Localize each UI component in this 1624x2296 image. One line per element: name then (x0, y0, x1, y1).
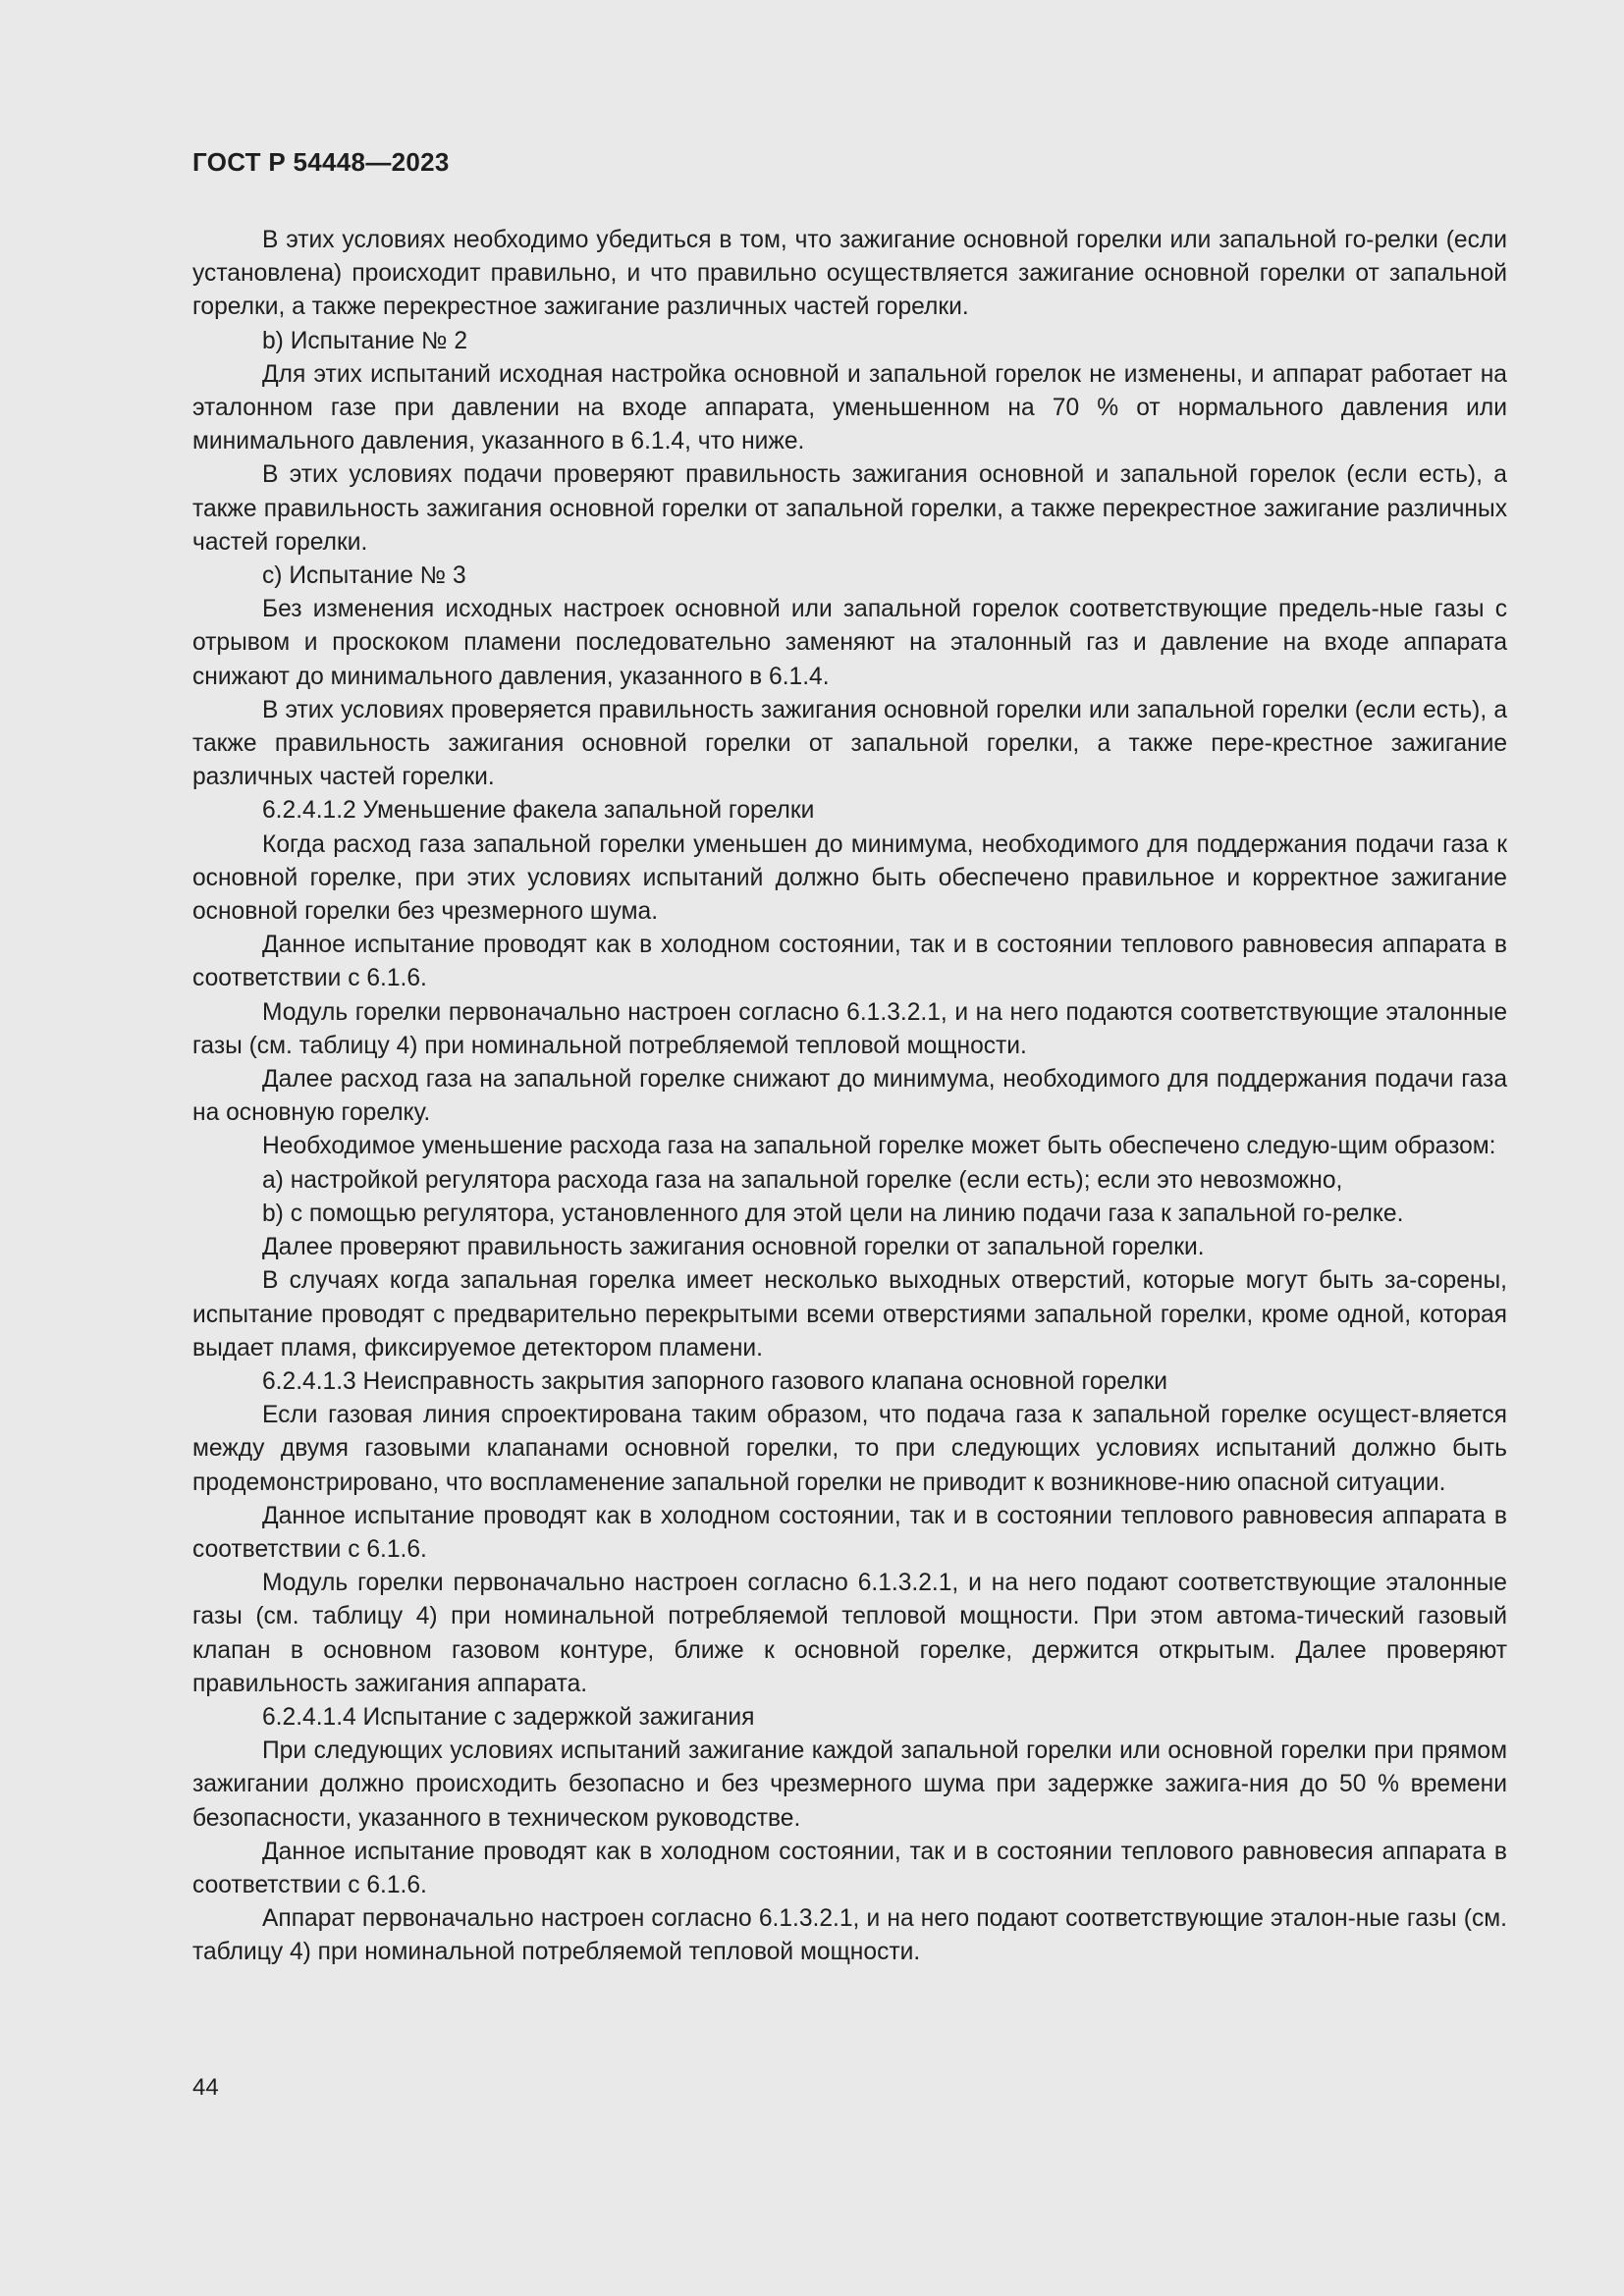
paragraph-multiple-outlets: В случаях когда запальная горелка имеет несколько выходных отверстий, которые могут быть за-сорены, испытание проводят с предварительно перекрытыми всеми отверстиями запальной горелки, кроме одной, которая выдает пламя, фиксируемое детектором пламени. (192, 1267, 1507, 1362)
document-body (192, 224, 1507, 1970)
paragraph-pilot-reduction-requirement: Когда расход газа запальной горелки уменьшен до минимума, необходимого для поддержания подачи газа к основной горелке, при этих условиях испытаний должно быть обеспечено правильное и корректное зажигание основной горелки без чрезмерного шума. (192, 830, 1507, 926)
section-heading-6-2-4-1-2: 6.2.4.1.2 Уменьшение факела запальной горелки (262, 797, 815, 825)
page-number: 44 (192, 2074, 219, 2101)
paragraph-cold-and-equilibrium-3: Данное испытание проводят как в холодном состоянии, так и в состоянии теплового равновесия аппарата в соответствии с 6.1.6. (192, 1838, 1507, 1898)
paragraph-test1-conditions: В этих условиях необходимо убедиться в том, что зажигание основной горелки или запальной го-релки (если установлена) происходит правильно, и что правильно осуществляется зажигание основной горелки от запальной горелки, а также перекрестное зажигание различных частей горелки. (192, 227, 1507, 321)
paragraph-burner-module-setup-2: Модуль горелки первоначально настроен согласно 6.1.3.2.1, и на него подают соответствующие эталонные газы (см. таблицу 4) при номинальной потребляемой тепловой мощности. При этом автома-тический газовый клапан в основном газовом контуре, ближе к основной горелке, держится открытым. Далее проверяют правильность зажигания аппарата. (192, 1570, 1507, 1697)
section-heading-6-2-4-1-3: 6.2.4.1.3 Неисправность закрытия запорного газового клапана основной горелки (262, 1367, 1167, 1395)
paragraph-pilot-flow-reduction: Далее расход газа на запальной горелке снижают до минимума, необходимого для поддержания подачи газа на основную горелку. (192, 1066, 1507, 1127)
paragraph-gas-line-design: Если газовая линия спроектирована таким образом, что подача газа к запальной горелке осущест-вляется между двумя газовыми клапанами основной горелки, то при следующих условиях испытаний должно быть продемонстрировано, что воспламенение запальной горелки не приводит к возникнове-нию опасной ситуации. (192, 1402, 1507, 1496)
paragraph-appliance-setup: Аппарат первоначально настроен согласно 6.1.3.2.1, и на него подают соответствующие эталон-ные газы (см. таблицу 4) при номинальной потребляемой тепловой мощности. (192, 1905, 1507, 1966)
paragraph-test2-setup: Для этих испытаний исходная настройка основной и запальной горелок не изменены, и аппарат работает на эталонном газе при давлении на входе аппарата, уменьшенном на 70 % от нормального давления или минимального давления, указанного в 6.1.4, что ниже. (192, 360, 1507, 455)
paragraph-test3-conditions: В этих условиях проверяется правильность зажигания основной горелки или запальной горелки (если есть), а также правильность зажигания основной горелки от запальной горелки, а также пере-крестное зажигание различных частей горелки. (192, 696, 1507, 791)
paragraph-cold-and-equilibrium-2: Данное испытание проводят как в холодном состоянии, так и в состоянии теплового равновесия аппарата в соответствии с 6.1.6. (192, 1502, 1507, 1563)
list-item-a-regulator-setting: a) настройкой регулятора расхода газа на запальной горелке (если есть); если это невозможно, (262, 1166, 1343, 1194)
standard-code-header: ГОСТ Р 54448—2023 (192, 147, 450, 177)
paragraph-check-ignition: Далее проверяют правильность зажигания основной горелки от запальной горелки. (262, 1234, 1205, 1261)
paragraph-test2-conditions: В этих условиях подачи проверяют правильность зажигания основной и запальной горелок (если есть), а также правильность зажигания основной горелки от запальной горелки, а также перекрестное зажигание различных частей горелки. (192, 461, 1507, 556)
paragraph-reduction-methods: Необходимое уменьшение расхода газа на запальной горелке может быть обеспечено следую-щим образом: (262, 1133, 1496, 1160)
paragraph-delayed-ignition-requirement: При следующих условиях испытаний зажигание каждой запальной горелки или основной горелки при прямом зажигании должно происходить безопасно и без чрезмерного шума при задержке зажига-ния до 50 % времени безопасности, указанного в техническом руководстве. (192, 1737, 1507, 1832)
paragraph-test3-setup: Без изменения исходных настроек основной или запальной горелок соответствующие предель-ные газы с отрывом и проскоком пламени последовательно заменяют на эталонный газ и давление на входе аппарата снижают до минимального давления, указанного в 6.1.4. (192, 596, 1507, 690)
list-item-b-test2-heading: b) Испытание № 2 (262, 327, 468, 354)
paragraph-burner-module-setup-1: Модуль горелки первоначально настроен согласно 6.1.3.2.1, и на него подаются соответствующие эталонные газы (см. таблицу 4) при номинальной потребляемой тепловой мощности. (192, 998, 1507, 1059)
list-item-c-test3-heading: c) Испытание № 3 (262, 562, 466, 590)
section-heading-6-2-4-1-4: 6.2.4.1.4 Испытание с задержкой зажигания (262, 1703, 755, 1731)
paragraph-cold-and-equilibrium-1: Данное испытание проводят как в холодном состоянии, так и в состоянии теплового равновесия аппарата в соответствии с 6.1.6. (192, 932, 1507, 992)
list-item-b-regulator-installed: b) с помощью регулятора, установленного для этой цели на линию подачи газа к запальной го-релке. (262, 1200, 1404, 1227)
